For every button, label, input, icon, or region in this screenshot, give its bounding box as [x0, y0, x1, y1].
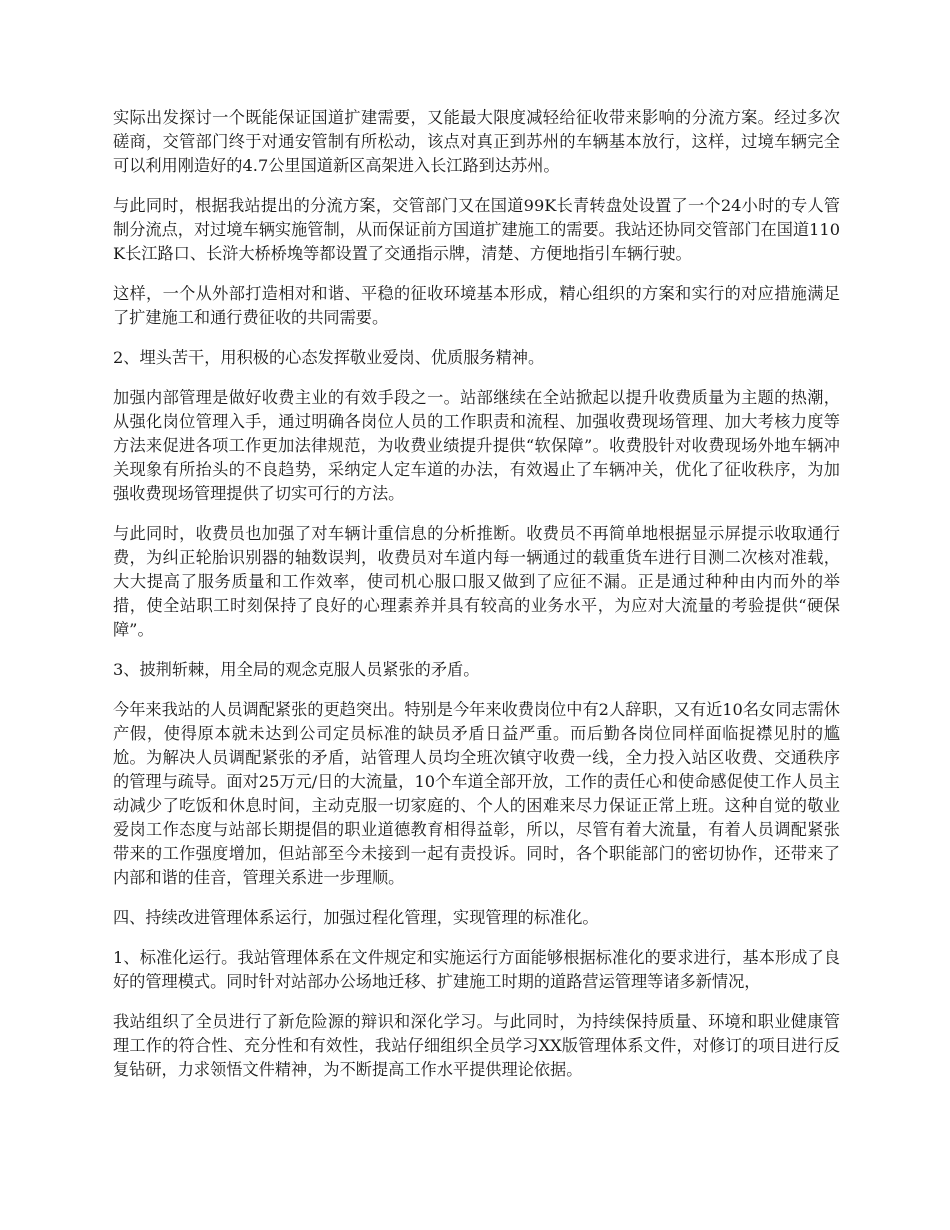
paragraph-diversion-plan: 实际出发探讨一个既能保证国道扩建需要，又能最大限度减轻给征收带来影响的分流方案。经过多次磋商，交管部门终于对通安管制有所松动，该点对真正到苏州的车辆基本放行，这样，过境车辆完全可以利用刚造好的4.7公里国道新区高架进入长江路到达苏州。	[113, 108, 840, 175]
section-heading-3: 3、披荆斩棘，用全局的观念克服人员紧张的矛盾。	[113, 660, 480, 679]
section-heading-2: 2、埋头苦干，用积极的心态发挥敬业爱岗、优质服务精神。	[113, 348, 545, 367]
paragraph-standardization: 1、标准化运行。我站管理体系在文件规定和实施运行方面能够根据标准化的要求进行，基本形成了良好的管理模式。同时针对站部办公场地迁移、扩建施工时期的道路营运管理等诸多新情况，	[113, 948, 840, 991]
document-page	[113, 106, 840, 1098]
paragraph-collection-environment: 这样，一个从外部打造相对和谐、平稳的征收环境基本形成，精心组织的方案和实行的对应措施满足了扩建施工和通行费征收的共同需要。	[113, 284, 840, 327]
section-heading-4: 四、持续改进管理体系运行，加强过程化管理，实现管理的标准化。	[113, 908, 599, 927]
paragraph-internal-management: 加强内部管理是做好收费主业的有效手段之一。站部继续在全站掀起以提升收费质量为主题的热潮，从强化岗位管理入手，通过明确各岗位人员的工作职责和流程、加强收费现场管理、加大考核力度等方法来促进各项工作更加法律规范，为收费业绩提升提供“软保障”。收费股针对收费现场外地车辆冲关现象有所抬头的不良趋势，采纳定人定车道的办法，有效遏止了车辆冲关，优化了征收秩序，为加强收费现场管理提供了切实可行的方法。	[113, 388, 840, 503]
paragraph-hazard-study: 我站组织了全员进行了新危险源的辩识和深化学习。与此同时，为持续保持质量、环境和职业健康管理工作的符合性、充分性和有效性，我站仔细组织全员学习XX版管理体系文件，对修订的项目进行反复钻研，力求领悟文件精神，为不断提高工作水平提供理论依据。	[113, 1012, 840, 1079]
paragraph-staffing-shortage: 今年来我站的人员调配紧张的更趋突出。特别是今年来收费岗位中有2人辞职，又有近10名女同志需休产假，使得原本就未达到公司定员标准的缺员矛盾日益严重。而后勤各岗位同样面临捉襟见肘的尴尬。为解决人员调配紧张的矛盾，站管理人员均全班次镇守收费一线，全力投入站区收费、交通秩序的管理与疏导。面对25万元/日的大流量，10个车道全部开放，工作的责任心和使命感促使工作人员主动减少了吃饭和休息时间，主动克服一切家庭的、个人的困难来尽力保证正常上班。这种自觉的敬业爱岗工作态度与站部长期提倡的职业道德教育相得益彰，所以，尽管有着大流量，有着人员调配紧张带来的工作强度增加，但站部至今未接到一起有责投诉。同时，各个职能部门的密切协作，还带来了内部和谐的佳音，管理关系进一步理顺。	[113, 700, 840, 887]
paragraph-weight-analysis: 与此同时，收费员也加强了对车辆计重信息的分析推断。收费员不再简单地根据显示屏提示收取通行费，为纠正轮胎识别器的轴数误判，收费员对车道内每一辆通过的载重货车进行目测二次核对准载，大大提高了服务质量和工作效率，使司机心服口服又做到了应征不漏。正是通过种种由内而外的举措，使全站职工时刻保持了良好的心理素养并具有较高的业务水平，为应对大流量的考验提供“硬保障”。	[113, 524, 840, 639]
paragraph-traffic-control-point: 与此同时，根据我站提出的分流方案，交管部门又在国道99K长青转盘处设置了一个24小时的专人管制分流点，对过境车辆实施管制，从而保证前方国道扩建施工的需要。我站还协同交管部门在国道110K长江路口、长浒大桥桥堍等都设置了交通指示牌，清楚、方便地指引车辆行驶。	[113, 196, 840, 263]
